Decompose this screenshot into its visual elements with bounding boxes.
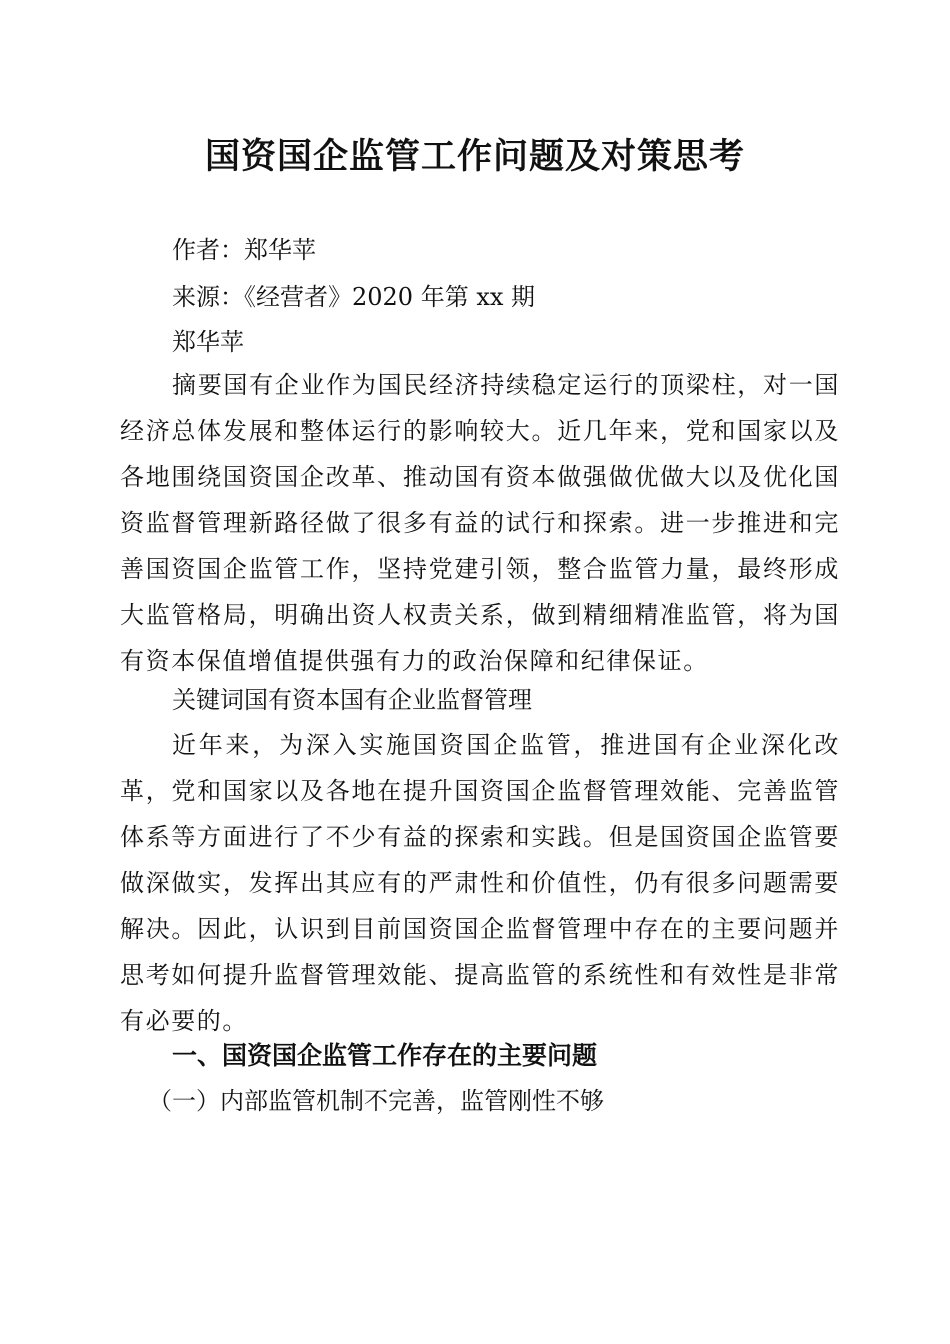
source-line: 来源：《经营者》2020 年第 xx 期 — [172, 283, 536, 311]
abstract-paragraph: 摘要国有企业作为国民经济持续稳定运行的顶梁柱，对一国经济总体发展和整体运行的影响较大。近几年来，党和国家以及各地围绕国资国企改革、推动国有资本做强做优做大以及优化国资监督管理新路径做了很多有益的试行和探索。进一步推进和完善国资国企监管工作，坚持党建引领，整合监管力量，最终形成大监管格局，明确出资人权责关系，做到精细精准监管，将为国有资本保值增值提供强有力的政治保障和纪律保证。 — [120, 371, 840, 675]
keywords-line: 关键词国有资本国有企业监督管理 — [172, 686, 532, 714]
document-title: 国资国企监管工作问题及对策思考 — [204, 137, 745, 177]
byline: 郑华苹 — [172, 328, 244, 356]
author-line: 作者：郑华苹 — [172, 236, 316, 264]
section-heading: 一、国资国企监管工作存在的主要问题 — [172, 1041, 598, 1070]
subsection-heading: （一）内部监管机制不完善，监管刚性不够 — [148, 1087, 604, 1115]
intro-paragraph: 近年来，为深入实施国资国企监管，推进国有企业深化改革，党和国家以及各地在提升国资国企监督管理效能、完善监管体系等方面进行了不少有益的探索和实践。但是国资国企监管要做深做实，发挥出其应有的严肃性和价值性，仍有很多问题需要解决。因此，认识到目前国资国企监督管理中存在的主要问题并思考如何提升监督管理效能、提高监管的系统性和有效性是非常有必要的。 — [120, 731, 840, 1035]
